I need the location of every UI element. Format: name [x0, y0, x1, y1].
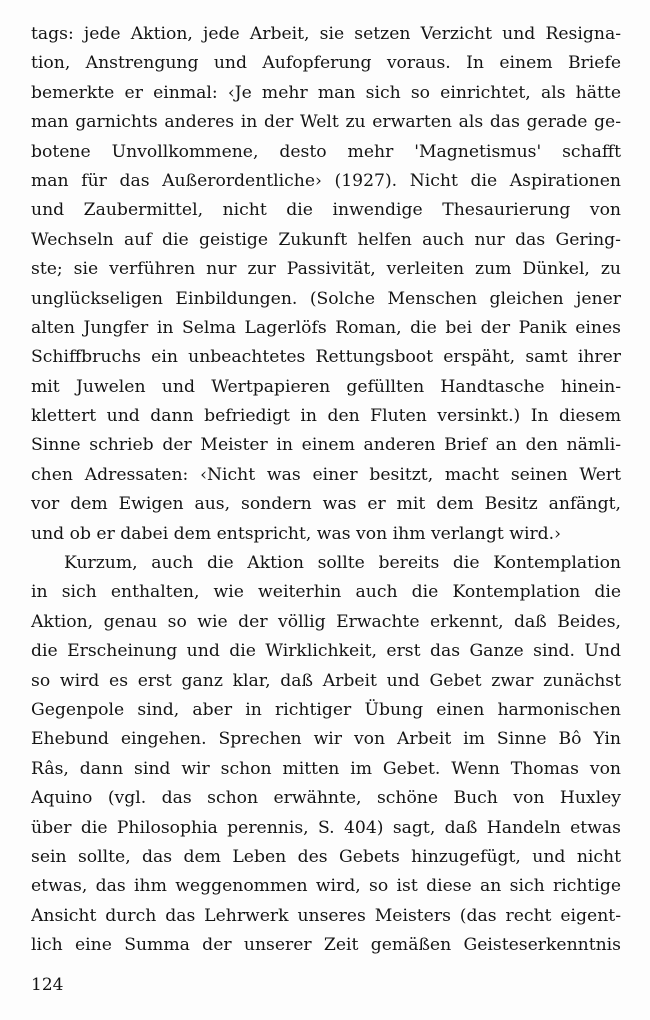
text-line: Râs, dann sind wir schon mitten im Gebet. Wenn Thomas von: [31, 758, 621, 779]
text-line: sein sollte, das dem Leben des Gebets hinzugefügt, und nicht: [31, 846, 621, 867]
text-line: Aquino (vgl. das schon erwähnte, schöne Buch von Huxley: [31, 788, 621, 809]
text-line: mit Juwelen und Wertpapieren gefüllten Handtasche hinein-: [31, 376, 621, 397]
text-line: alten Jungfer in Selma Lagerlöfs Roman, die bei der Panik eines: [31, 317, 621, 338]
text-line: Sinne schrieb der Meister in einem anderen Brief an den nämli-: [31, 435, 621, 456]
text-line: Gegenpole sind, aber in richtiger Übung einen harmonischen: [31, 699, 621, 720]
text-line: so wird es erst ganz klar, daß Arbeit und Gebet zwar zunächst: [31, 670, 621, 691]
text-line: in sich enthalten, wie weiterhin auch die Kontemplation die: [31, 582, 621, 603]
text-line: klettert und dann befriedigt in den Fluten versinkt.) In diesem: [31, 406, 621, 427]
text-line: Schiffbruchs ein unbeachtetes Rettungsboot erspäht, samt ihrer: [31, 347, 621, 368]
text-line: lich eine Summa der unserer Zeit gemäßen Geisteserkenntnis: [31, 935, 621, 956]
text-line: und ob er dabei dem entspricht, was von ihm verlangt wird.›: [31, 523, 562, 544]
paragraph-1: [31, 20, 621, 549]
text-line: Ehebund eingehen. Sprechen wir von Arbeit im Sinne Bô Yin: [31, 729, 621, 750]
text-line: bemerkte er einmal: ‹Je mehr man sich so einrichtet, als hätte: [31, 82, 621, 103]
paragraph-2: [31, 549, 621, 960]
text-line: Ansicht durch das Lehrwerk unseres Meisters (das recht eigent-: [31, 905, 621, 926]
text-line: ste; sie verführen nur zur Passivität, verleiten zum Dünkel, zu: [31, 259, 621, 280]
text-line: tags: jede Aktion, jede Arbeit, sie setzen Verzicht und Resigna-: [31, 24, 621, 44]
text-line: man garnichts anderes in der Welt zu erwarten als das gerade ge-: [31, 112, 621, 133]
text-line: Kurzum, auch die Aktion sollte bereits die Kontemplation: [64, 553, 621, 574]
page-number: 124: [31, 975, 64, 995]
text-line: unglückseligen Einbildungen. (Solche Menschen gleichen jener: [31, 288, 621, 309]
text-line: man für das Außerordentliche› (1927). Nicht die Aspirationen: [31, 170, 621, 191]
text-line: über die Philosophia perennis, S. 404) sagt, daß Handeln etwas: [31, 817, 621, 838]
text-line: und Zaubermittel, nicht die inwendige Thesaurierung von: [31, 200, 621, 221]
text-line: Aktion, genau so wie der völlig Erwachte erkennt, daß Beides,: [31, 611, 621, 632]
text-line: Wechseln auf die geistige Zukunft helfen auch nur das Gering-: [31, 229, 621, 250]
text-line: botene Unvollkommene, desto mehr 'Magnetismus' schafft: [31, 141, 621, 162]
text-line: vor dem Ewigen aus, sondern was er mit dem Besitz anfängt,: [31, 494, 621, 515]
text-line: die Erscheinung und die Wirklichkeit, erst das Ganze sind. Und: [31, 641, 621, 662]
text-line: tion, Anstrengung und Aufopferung voraus. In einem Briefe: [31, 53, 621, 74]
text-line: chen Adressaten: ‹Nicht was einer besitzt, macht seinen Wert: [31, 464, 621, 485]
body-text: [31, 20, 621, 961]
text-line: etwas, das ihm weggenommen wird, so ist diese an sich richtige: [31, 876, 621, 897]
